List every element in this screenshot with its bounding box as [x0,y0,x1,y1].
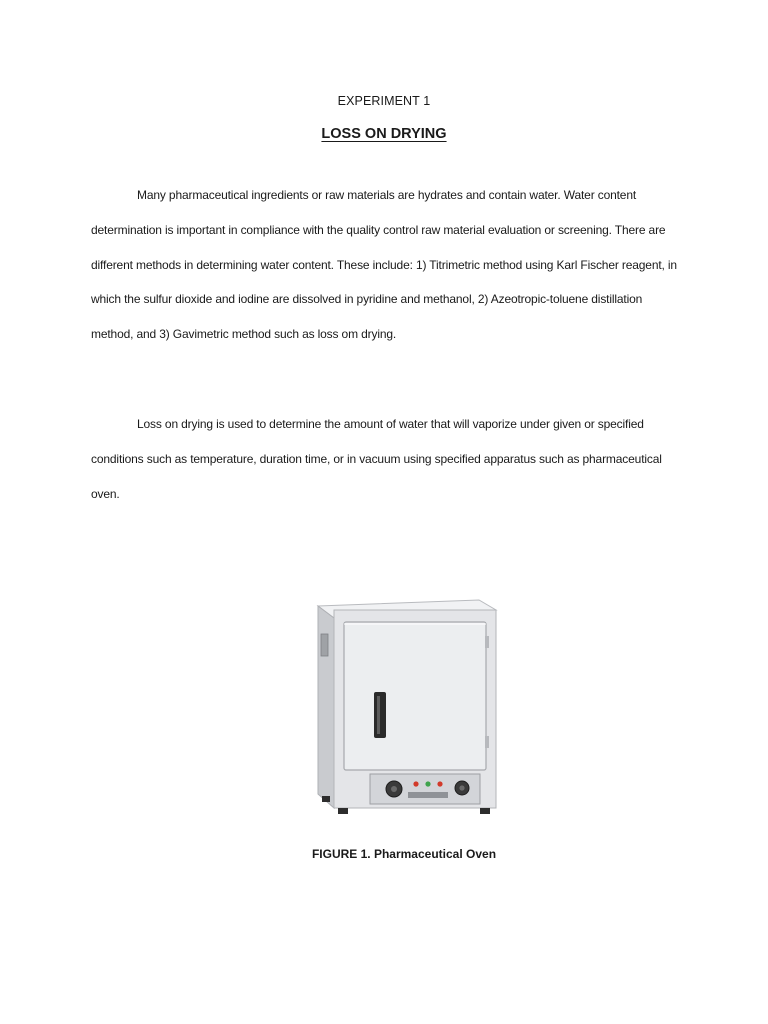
oven-label-strip [408,792,448,798]
oven-illustration [304,596,500,826]
oven-foot-left [338,808,348,814]
oven-lamp-green [425,781,430,786]
oven-lamp-red [413,781,418,786]
figure-caption: FIGURE 1. Pharmaceutical Oven [311,847,497,861]
paragraph-water-content: Many pharmaceutical ingredients or raw materials are hydrates and contain water. Water content determination is important in compliance with the quality control raw material evaluation or screening. There are different methods in determining water content. These include: 1) Titrimetric method using Karl Fischer reagent, in which the sulfur dioxide and iodine are dissolved in pyridine and methanol, 2) Azeotropic-toluene distillation method, and 3) Gavimetric method such as loss om drying. [91,188,677,342]
document-title [0,126,768,142]
experiment-label: EXPERIMENT 1 [337,94,431,108]
oven-door [344,622,486,770]
paragraph-loss-on-drying: Loss on drying is used to determine the amount of water that will vaporize under given or specified conditions such as temperature, duration time, or in vacuum using specified apparatus such as pharmaceutical oven. [91,417,662,501]
document-title-text: LOSS ON DRYING [321,126,447,142]
oven-side-latch [321,634,328,656]
figure-pharmaceutical-oven [304,596,500,826]
oven-foot-right [480,808,490,814]
